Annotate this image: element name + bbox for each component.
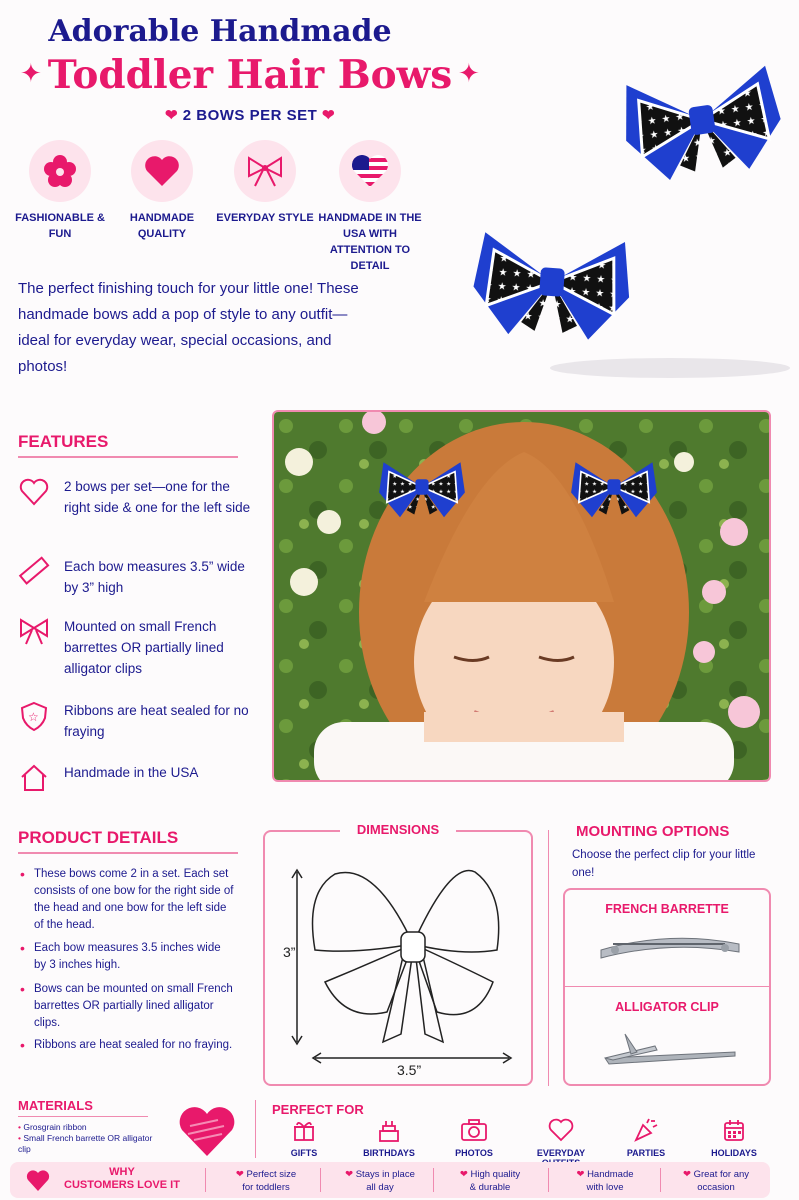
feature-item [18, 476, 258, 518]
perfect-for-item [354, 1116, 424, 1158]
bow-outline-icon [18, 616, 50, 648]
perfect-for-item [611, 1116, 681, 1158]
subtitle-text: 2 BOWS PER SET [182, 107, 318, 124]
why-item: ❤ High quality & durable [440, 1168, 540, 1194]
why-divider [433, 1168, 434, 1192]
width-label: 3.5” [393, 1062, 425, 1078]
intro-text: The perfect finishing touch for your little one! These handmade bows add a pop of style to any outfit—ideal for everyday wear, special occasions, and photos! [18, 280, 359, 375]
usa-heart-icon [351, 154, 389, 188]
heart-icon [548, 1118, 574, 1142]
feature-item [18, 556, 258, 598]
materials-list [18, 1122, 158, 1155]
why-item-line2: all day [366, 1182, 394, 1193]
product-details-heading: PRODUCT DETAILS [18, 828, 179, 847]
why-item: ❤ Perfect size for toddlers [216, 1168, 316, 1194]
material-text: Grosgrain ribbon [23, 1122, 87, 1132]
calendar-icon [722, 1118, 746, 1142]
why-heading-line1: WHY [109, 1166, 135, 1178]
column-divider [548, 830, 549, 1086]
detail-bullet: • Ribbons are heat sealed for no fraying. [34, 1037, 234, 1054]
heart-icon [26, 1170, 50, 1192]
why-item-line1: Handmade [587, 1169, 634, 1180]
scribble-heart-icon [178, 1106, 236, 1158]
perfect-for-item [699, 1116, 769, 1158]
heart-outline-icon [18, 476, 50, 508]
feature-item [18, 762, 258, 783]
why-item: ❤ Stays in place all day [330, 1168, 430, 1194]
shield-star-icon [18, 700, 50, 732]
badge-label: HANDMADE QUALITY [129, 212, 195, 240]
badge-everyday [211, 140, 319, 226]
why-divider [660, 1168, 661, 1192]
why-divider [548, 1168, 549, 1192]
feature-text: Ribbons are heat sealed for no fraying [64, 703, 249, 739]
perfect-for-label: GIFTS [290, 1148, 318, 1158]
title-line-1: Adorable Handmade [48, 14, 392, 49]
why-item-line1: Perfect size [246, 1169, 297, 1180]
why-divider [320, 1168, 321, 1192]
heart-icon: ❤ [164, 107, 179, 124]
gift-icon [292, 1118, 316, 1142]
why-item-line1: Great for any [693, 1169, 750, 1180]
perfect-for-label: EVERYDAY [536, 1148, 586, 1158]
svg-text:☆: ☆ [28, 710, 39, 724]
house-icon [18, 762, 50, 794]
perfect-for-divider [255, 1100, 256, 1158]
perfect-for-label: PARTIES [626, 1148, 666, 1158]
features-heading: FEATURES [18, 432, 109, 451]
feature-item [18, 616, 258, 679]
why-item-line2: with love [586, 1182, 624, 1193]
perfect-for-item [439, 1116, 509, 1158]
badge-usa [312, 140, 428, 274]
material-item: • Small French barrette OR alligator clip [18, 1133, 153, 1154]
subtitle [0, 106, 500, 124]
badge-label: FASHIONABLE & FUN [15, 212, 105, 240]
party-popper-icon [633, 1117, 659, 1143]
why-heading-line2: CUSTOMERS LOVE IT [64, 1179, 180, 1191]
product-details-divider [18, 852, 238, 854]
ruler-icon [18, 556, 50, 588]
alligator-clip-image [595, 1028, 745, 1072]
mounting-heading: MOUNTING OPTIONS [576, 823, 730, 840]
why-item: ❤ Handmade with love [555, 1168, 655, 1194]
feature-text: Each bow measures 3.5” wide by 3” high [64, 559, 245, 595]
feature-text: Mounted on small French barrettes OR partially lined alligator clips [64, 619, 224, 676]
feature-text: Handmade in the USA [64, 765, 199, 780]
feature-text: 2 bows per set—one for the right side & one for the left side [64, 479, 251, 515]
why-heading [64, 1166, 180, 1192]
detail-bullet: • Bows can be mounted on small French barrettes OR partially lined alligator clips. [34, 981, 234, 1032]
badge-fashionable [6, 140, 114, 242]
perfect-for-item [526, 1116, 596, 1168]
sparkle-icon-right: ✦ [458, 58, 480, 88]
mounting-divider [565, 986, 769, 987]
perfect-for-heading: PERFECT FOR [272, 1102, 364, 1117]
detail-bullet: • These bows come 2 in a set. Each set consists of one bow for the right side of the head and one bow for the left side of the head. [34, 866, 234, 934]
material-item: • Grosgrain ribbon [18, 1122, 87, 1132]
bow-outline-diagram [265, 832, 531, 1084]
badge-label: HANDMADE IN THE USA WITH ATTENTION TO DETAIL [318, 212, 422, 272]
perfect-for-label: PHOTOS [455, 1148, 493, 1158]
perfect-for-item [269, 1116, 339, 1158]
why-item-line2: & durable [469, 1182, 511, 1193]
mounting-subtext: Choose the perfect clip for your little one! [572, 849, 756, 879]
why-item-line2: occasion [697, 1182, 735, 1193]
badge-handmade [108, 140, 216, 242]
cake-icon [377, 1117, 401, 1143]
heart-icon [144, 155, 180, 187]
girl-wearing-bows-photo [272, 410, 771, 782]
why-item-line1: Stays in place [355, 1169, 415, 1180]
perfect-for-label: HOLIDAYS [711, 1148, 757, 1158]
material-text: Small French barrette OR alligator clip [18, 1133, 153, 1154]
feature-item [18, 700, 258, 742]
detail-bullet: • Each bow measures 3.5 inches wide by 3 inches high. [34, 940, 234, 974]
product-bows-image [440, 20, 799, 390]
bow-icon [245, 154, 285, 188]
flower-icon [43, 154, 77, 188]
mounting-options-box [563, 888, 771, 1086]
perfect-for-label: BIRTHDAYS [363, 1148, 415, 1158]
french-barrette-image [595, 930, 745, 964]
dimensions-box [263, 830, 533, 1086]
alligator-clip-label: ALLIGATOR CLIP [615, 1000, 719, 1014]
materials-divider [18, 1116, 148, 1117]
why-item-line2: for toddlers [242, 1182, 290, 1193]
features-divider [18, 456, 238, 458]
why-divider [205, 1168, 206, 1192]
camera-icon [460, 1118, 488, 1142]
why-item-line1: High quality [470, 1169, 521, 1180]
badge-label: EVERYDAY STYLE [216, 212, 314, 224]
french-barrette-label: FRENCH BARRETTE [605, 902, 729, 916]
height-label: 3” [283, 944, 296, 960]
materials-heading: MATERIALS [18, 1098, 93, 1113]
why-customers-banner [10, 1162, 770, 1198]
why-item: ❤ Great for any occasion [666, 1168, 766, 1194]
heart-icon: ❤ [321, 107, 336, 124]
dimensions-heading: DIMENSIONS [340, 822, 456, 837]
sparkle-icon-left: ✦ [20, 58, 42, 88]
title-line-2: Toddler Hair Bows [47, 52, 453, 98]
